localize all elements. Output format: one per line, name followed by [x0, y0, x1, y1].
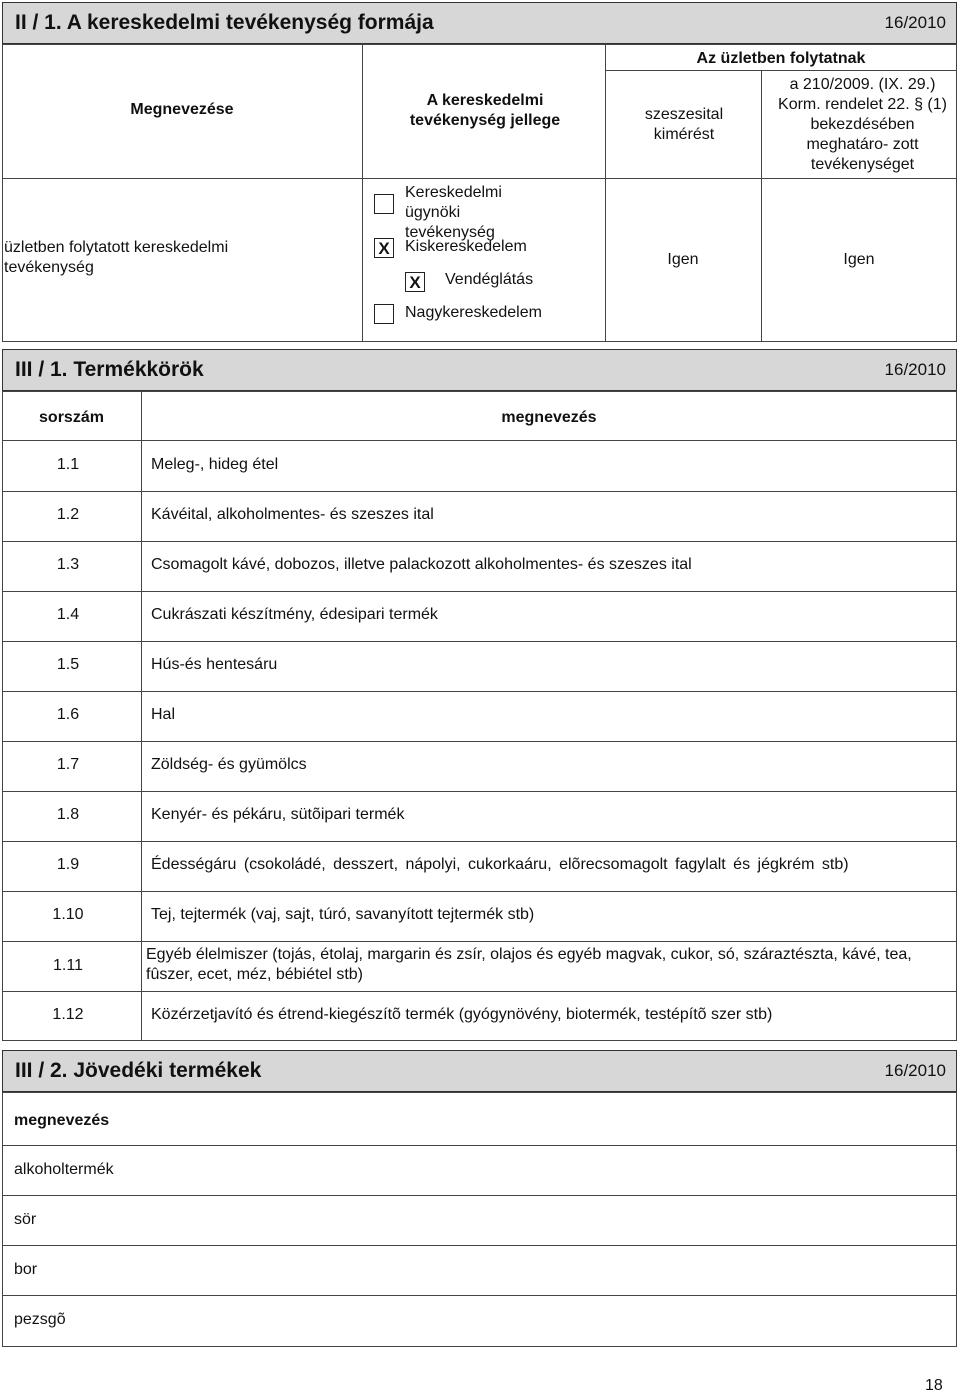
- section-title: III / 2. Jövedéki termékek: [15, 1059, 262, 1082]
- excise-item: sör: [14, 1211, 37, 1228]
- product-name: Tej, tejtermék (vaj, sajt, túró, savanyított tejtermék stb): [151, 906, 535, 923]
- product-name: Cukrászati készítmény, édesipari termék: [151, 606, 438, 623]
- option-catering-label: Vendéglátás: [445, 271, 534, 288]
- product-name: Kenyér- és pékáru, sütõipari termék: [151, 806, 405, 823]
- section-title: III / 1. Termékkörök: [15, 358, 204, 381]
- col-header-activity: a 210/2009. (IX. 29.) Korm. rendelet 22. § (1) bekezdésében meghatáro- zott tevékenységet: [778, 76, 947, 173]
- product-name: Hús-és hentesáru: [151, 656, 278, 673]
- products-table: [2, 391, 957, 1041]
- section-title: II / 1. A kereskedelmi tevékenység formája: [15, 11, 434, 34]
- checkbox-retail[interactable]: X: [374, 238, 394, 258]
- checkbox-wholesale[interactable]: [374, 304, 394, 324]
- divider: [2, 691, 957, 692]
- col-header-group: Az üzletben folytatnak: [696, 50, 866, 67]
- divider: [2, 791, 957, 792]
- col-header-name: Megnevezése: [130, 101, 234, 118]
- divider: [2, 1145, 957, 1146]
- product-number: 1.4: [56, 606, 80, 623]
- product-name: Zöldség- és gyümölcs: [151, 756, 307, 773]
- product-name: Kávéital, alkoholmentes- és szeszes ital: [151, 506, 434, 523]
- divider: [605, 44, 606, 342]
- option-retail-label: Kiskereskedelem: [405, 238, 527, 255]
- excise-table: [2, 1092, 957, 1347]
- divider: [2, 1245, 957, 1246]
- checkbox-catering[interactable]: X: [405, 272, 425, 292]
- divider: [2, 1195, 957, 1196]
- product-number: 1.11: [53, 957, 83, 974]
- col-header-number: sorszám: [39, 409, 104, 426]
- divider: [2, 941, 957, 942]
- page-number: 18: [925, 1377, 943, 1394]
- col-header-product-name: megnevezés: [501, 409, 597, 426]
- divider: [2, 841, 957, 842]
- divider: [2, 591, 957, 592]
- section-header-excise: [2, 1050, 957, 1092]
- col-header-nature: A kereskedelmi tevékenység jellege: [409, 92, 561, 129]
- activity-value: Igen: [843, 251, 875, 268]
- product-number: 1.7: [56, 756, 80, 773]
- product-name: Közérzetjavító és étrend-kiegészítõ termék (gyógynövény, biotermék, testépítõ szer stb): [151, 1006, 773, 1023]
- option-wholesale-label: Nagykereskedelem: [405, 304, 542, 321]
- excise-item: pezsgõ: [14, 1311, 66, 1328]
- divider: [2, 891, 957, 892]
- product-name: Édességáru (csokoládé, desszert, nápolyi, cukorkaáru, elõrecsomagolt fagylalt és jégkrém stb): [151, 856, 849, 873]
- section-code: 16/2010: [884, 1061, 946, 1080]
- product-name: Meleg-, hideg étel: [151, 456, 279, 473]
- divider: [2, 541, 957, 542]
- divider: [605, 70, 957, 71]
- col-header-excise-name: megnevezés: [14, 1112, 110, 1129]
- divider: [362, 44, 363, 342]
- product-number: 1.8: [56, 806, 80, 823]
- divider: [2, 178, 957, 179]
- product-number: 1.3: [56, 556, 80, 573]
- product-number: 1.2: [56, 506, 80, 523]
- checkbox-agent[interactable]: [374, 194, 394, 214]
- product-name: Egyéb élelmiszer (tojás, étolaj, margarin és zsír, olajos és egyéb magvak, cukor, só, száraztészta, kávé, tea, fûszer, ecet, méz, bébiétel stb): [146, 946, 912, 983]
- product-name: Csomagolt kávé, dobozos, illetve palackozott alkoholmentes- és szeszes ital: [151, 556, 692, 573]
- excise-item: bor: [14, 1261, 38, 1278]
- divider: [141, 391, 142, 1041]
- product-number: 1.5: [56, 656, 80, 673]
- product-number: 1.12: [52, 1006, 84, 1023]
- section-code: 16/2010: [884, 360, 946, 379]
- divider: [2, 1295, 957, 1296]
- divider: [2, 440, 957, 441]
- divider: [2, 491, 957, 492]
- product-number: 1.10: [52, 906, 84, 923]
- divider: [2, 641, 957, 642]
- divider: [2, 991, 957, 992]
- row-name: üzletben folytatott kereskedelmi tevékenység: [4, 239, 229, 276]
- section-header-form: [2, 2, 957, 44]
- divider: [761, 70, 762, 342]
- section-code: 16/2010: [884, 13, 946, 32]
- product-number: 1.6: [56, 706, 80, 723]
- option-agent-label: Kereskedelmi ügynöki tevékenység: [405, 184, 502, 241]
- alcohol-value: Igen: [667, 251, 699, 268]
- product-number: 1.9: [56, 856, 80, 873]
- product-name: Hal: [151, 706, 176, 723]
- divider: [2, 741, 957, 742]
- excise-item: alkoholtermék: [14, 1161, 114, 1178]
- product-number: 1.1: [56, 456, 80, 473]
- section-header-products: [2, 349, 957, 391]
- col-header-alcohol: szeszesital kimérést: [644, 106, 724, 143]
